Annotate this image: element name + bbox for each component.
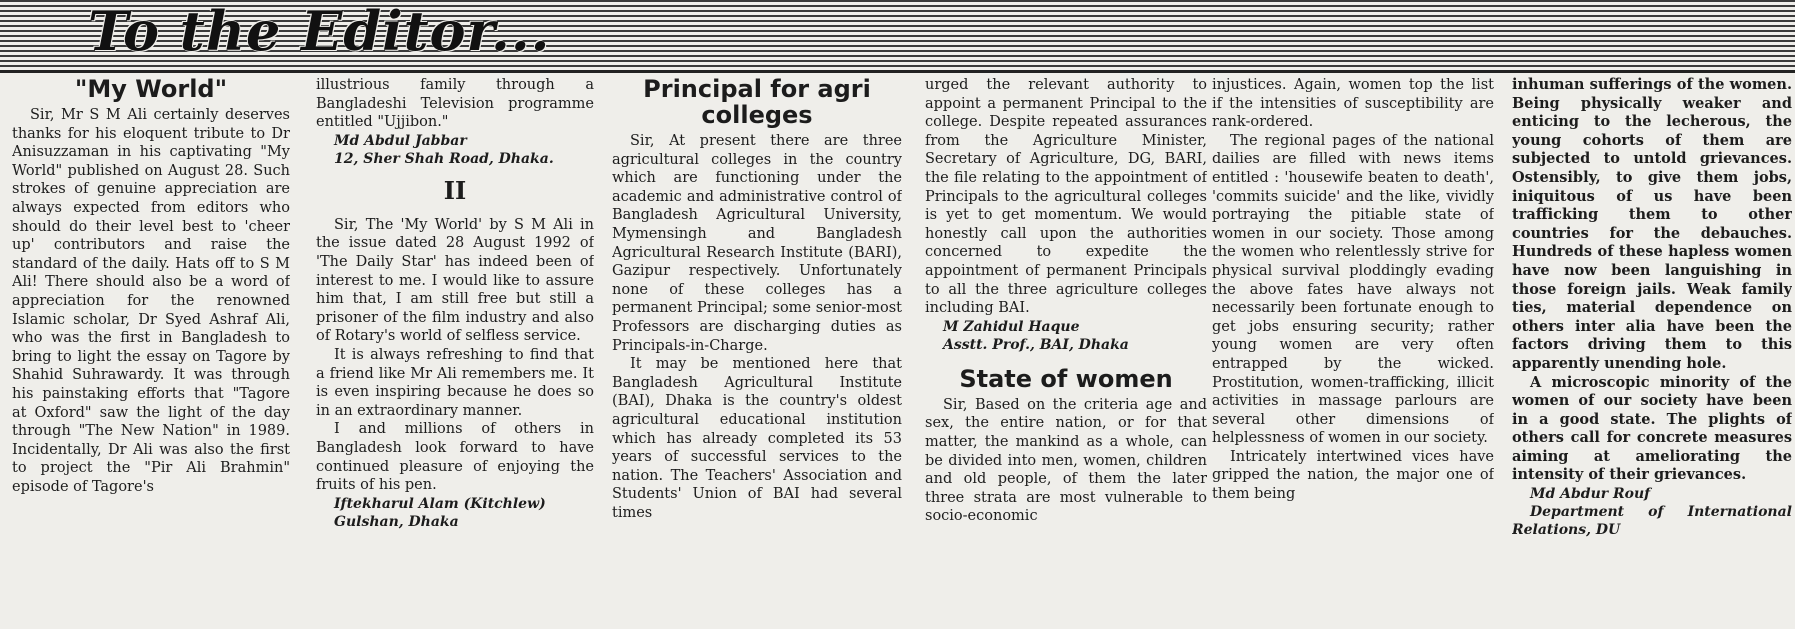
letter-heading-my-world: "My World" bbox=[74, 76, 228, 103]
column-6 bbox=[1512, 76, 1792, 629]
letter-signature-name: Md Abdur Rouf bbox=[1530, 486, 1651, 503]
letter-paragraph: Intricately intertwined vices have gripped the nation, the major one of them being bbox=[1212, 448, 1494, 503]
letter-paragraph: Sir, At present there are three agricultural colleges in the country which are functioning under the academic and administrative control of Bangladesh Agricultural University, Mymensingh and Bangladesh Agricultural Research Institute (BARI), Gazipur respectively. Unfortunately none of these colleges has a permanent Principal; some senior-most Professors are discharging duties as Principals-in-Charge. bbox=[612, 133, 902, 354]
letter-heading-ii: II bbox=[443, 175, 467, 205]
column-1 bbox=[12, 76, 290, 629]
column-5 bbox=[1212, 76, 1494, 629]
letter-paragraph: injustices. Again, women top the list if the intensities of susceptibility are rank-ordered. bbox=[1212, 77, 1494, 131]
letter-heading-state-of-women: State of women bbox=[959, 364, 1173, 393]
letter-signature-address: Gulshan, Dhaka bbox=[334, 513, 459, 530]
letter-signature-address: Department of International Relations, DU bbox=[1512, 504, 1792, 539]
letter-signature-name: Md Abdul Jabbar bbox=[334, 132, 467, 149]
letter-paragraph: The regional pages of the national dailies are filled with news items entitled : 'housewife beaten to death', 'commits suicide' and the like, vividly portraying the pitiable state of women in our society. Those among the women who relentlessly strive for physical survival ploddingly evading the above fates have always not necessarily been fortunate enough to get jobs ensuring security; rather young women are very often entrapped by the wicked. Prostitution, women-trafficking, illicit activities in massage parlours are several other dimensions of helplessness of women in our society. bbox=[1212, 132, 1494, 447]
letter-signature-address: 12, Sher Shah Road, Dhaka. bbox=[334, 150, 554, 167]
column-2 bbox=[316, 76, 594, 629]
letter-paragraph: I and millions of others in Bangladesh look forward to have continued pleasure of enjoying the fruits of his pen. bbox=[316, 421, 594, 494]
letter-paragraph: Sir, The 'My World' by S M Ali in the issue dated 28 August 1992 of 'The Daily Star' has indeed been of interest to me. I would like to assure him that, I am still free but still a prisoner of the film industry and also of Rotary's world of selfless service. bbox=[316, 216, 594, 345]
letter-paragraph: illustrious family through a Bangladeshi Television programme entitled "Ujjibon." bbox=[316, 77, 594, 131]
letter-signature-address: Asstt. Prof., BAI, Dhaka bbox=[943, 336, 1129, 353]
column-4 bbox=[925, 76, 1207, 629]
column-3 bbox=[612, 76, 902, 629]
letter-signature-name: Iftekharul Alam (Kitchlew) bbox=[334, 495, 546, 512]
letter-paragraph: Sir, Based on the criteria age and sex, the entire nation, or for that matter, the mankind as a whole, can be divided into men, women, children and old people, of them the later three strata are most vulnerable to socio-economic bbox=[925, 396, 1207, 525]
banner-title: To the Editor... bbox=[88, 0, 551, 63]
letter-paragraph: A microscopic minority of the women of our society have been in a good state. The plights of others call for concrete measures aiming at ameliorating the intensity of their grievances. bbox=[1512, 373, 1792, 484]
letter-paragraph: It may be mentioned here that Bangladesh Agricultural Institute (BAI), Dhaka is the country's oldest agricultural educational institution which has already completed its 53 years of successful services to the nation. The Teachers' Association and Students' Union of BAI had several times bbox=[612, 356, 902, 521]
letter-paragraph: inhuman sufferings of the women. Being physically weaker and enticing to the lecherous, the young cohorts of them are subjected to untold grievances. Ostensibly, to give them jobs, iniquitous of us have been trafficking them to other countries for the debauches. Hundreds of these hapless women have now been languishing in those foreign jails. Weak family ties, material dependence on others inter alia have been the factors driving them to this apparently unending hole. bbox=[1512, 76, 1792, 372]
letter-paragraph: It is always refreshing to find that a friend like Mr Ali remembers me. It is even inspiring because he does so in an extraordinary manner. bbox=[316, 346, 594, 419]
letter-heading-principal: Principal for agri colleges bbox=[643, 76, 871, 129]
letter-paragraph: urged the relevant authority to appoint a permanent Principal to the college. Despite repeated assurances from the Agriculture Minister, Secretary of Agriculture, DG, BARI, the file relating to the appointment of Principals to the agricultural colleges is yet to get momentum. We would honestly call upon the authorities concerned to expedite the appointment of permanent Principals to all the three agriculture colleges including BAI. bbox=[925, 77, 1207, 317]
letter-signature-name: M Zahidul Haque bbox=[943, 318, 1080, 335]
banner bbox=[0, 0, 1795, 73]
letter-paragraph: Sir, Mr S M Ali certainly deserves thanks for his eloquent tribute to Dr Anisuzzaman in his captivating "My World" published on August 28. Such strokes of genuine appreciation are always expected from editors who should do their level best to 'cheer up' contributors and raise the standard of the daily. Hats off to S M Ali! There should also be a word of appreciation for the renowned Islamic scholar, Dr Syed Ashraf Ali, who was the first in Bangladesh to bring to light the essay on Tagore by Shahid Suhrawardy. It was through his painstaking efforts that "Tagore at Oxford" saw the light of the day through "The New Nation" in 1989. Incidentally, Dr Ali was also the first to project the "Pir Ali Brahmin" episode of Tagore's bbox=[12, 107, 290, 495]
